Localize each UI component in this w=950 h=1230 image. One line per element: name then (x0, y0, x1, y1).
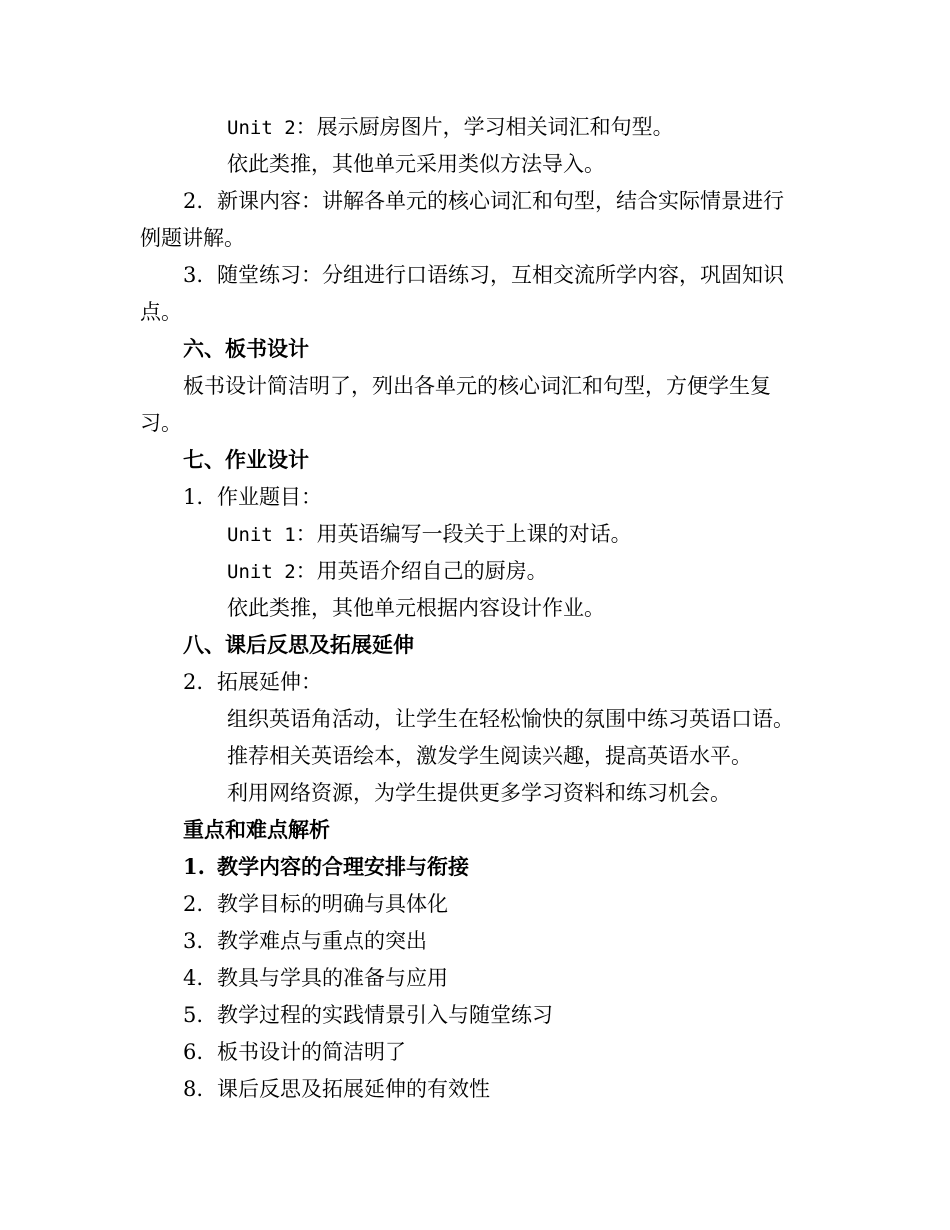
unit-label: Unit 1 (227, 524, 296, 546)
key-point-item: 5. 教学过程的实践情景引入与随堂练习 (183, 1003, 553, 1027)
list-item: 2. 新课内容：讲解各单元的核心词汇和句型，结合实际情景进行 (183, 189, 784, 213)
paragraph-line: 点。 (140, 300, 182, 324)
list-item: 3. 随堂练习：分组进行口语练习，互相交流所学内容，巩固知识 (183, 263, 784, 287)
paragraph-line: 依此类推，其他单元根据内容设计作业。 (227, 596, 605, 620)
paragraph-line: 板书设计简洁明了，列出各单元的核心词汇和句型，方便学生复 (183, 374, 771, 398)
key-point-item: 4. 教具与学具的准备与应用 (183, 966, 448, 990)
paragraph-line: 利用网络资源，为学生提供更多学习资料和练习机会。 (227, 781, 731, 805)
unit-label: Unit 2 (227, 561, 296, 583)
paragraph-line: 依此类推，其他单元采用类似方法导入。 (227, 152, 605, 176)
key-point-item: 2. 教学目标的明确与具体化 (183, 892, 448, 916)
key-point-item: 1. 教学内容的合理安排与衔接 (183, 854, 469, 879)
unit2-intro-line: Unit 2：展示厨房图片，学习相关词汇和句型。 (227, 115, 674, 139)
paragraph-line: 推荐相关英语绘本，激发学生阅读兴趣，提高英语水平。 (227, 744, 752, 768)
list-item: 1. 作业题目： (183, 485, 322, 509)
homework-line: Unit 2：用英语介绍自己的厨房。 (227, 559, 548, 583)
section-heading: 重点和难点解析 (183, 817, 330, 842)
unit-label: Unit 2 (227, 117, 296, 139)
paragraph-line: 例题讲解。 (140, 226, 245, 250)
paragraph-line: 习。 (140, 411, 182, 435)
homework-line: Unit 1：用英语编写一段关于上课的对话。 (227, 522, 632, 546)
list-item: 2. 拓展延伸： (183, 670, 322, 694)
section-heading: 七、作业设计 (183, 447, 309, 472)
key-point-item: 6. 板书设计的简洁明了 (183, 1040, 406, 1064)
section-heading: 六、板书设计 (183, 336, 309, 361)
key-point-item: 8. 课后反思及拓展延伸的有效性 (183, 1077, 490, 1101)
key-point-item: 3. 教学难点与重点的突出 (183, 929, 427, 953)
section-heading: 八、课后反思及拓展延伸 (183, 632, 414, 657)
paragraph-line: 组织英语角活动，让学生在轻松愉快的氛围中练习英语口语。 (227, 707, 794, 731)
